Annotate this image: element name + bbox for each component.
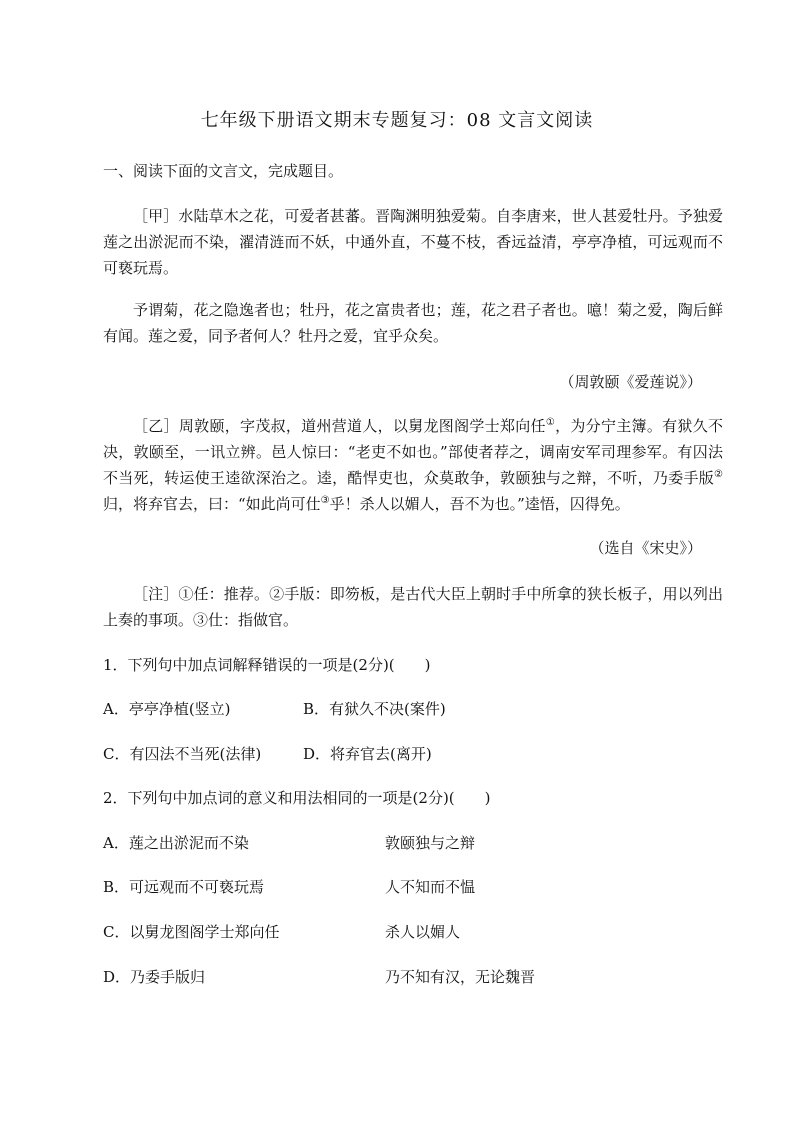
passage-jia-source: （周敦颐《爱莲说》） xyxy=(559,373,702,391)
question-2-stem: 2．下列句中加点词的意义和用法相同的一项是(2分)( ) xyxy=(103,789,491,807)
question-2-option-a-left: A．莲之出淤泥而不染 xyxy=(103,834,249,852)
passage-yi-text-2: ，为分宁主簿。有狱久不决，敦颐至，一讯立辨。邑人惊曰：“老吏不如也。”部使者荐之，调南安军司理参军。有囚法不当死，转运使王逵欲深治之。逵，酷悍吏也，众莫敢争，敦颐独与之辩，不听，乃委手版 xyxy=(103,417,723,487)
footnote-marker-3: ③ xyxy=(320,495,330,506)
section-heading: 一、阅读下面的文言文，完成题目。 xyxy=(103,162,344,180)
question-2-option-d-left: D．乃委手版归 xyxy=(103,968,206,986)
document-title: 七年级下册语文期末专题复习：08 文言文阅读 xyxy=(200,110,594,131)
footnote-marker-1: ① xyxy=(545,417,556,428)
passage-yi-text-3: 归，将弃官去，曰：“如此尚可仕 xyxy=(103,495,321,513)
question-2-option-c-left: C．以舅龙图阁学士郑向任 xyxy=(103,923,280,941)
question-1-option-d: D．将弃官去(离开) xyxy=(303,745,432,763)
question-1-stem: 1．下列句中加点词解释错误的一项是(2分)( ) xyxy=(103,656,431,674)
question-2-option-d-right: 乃不知有汉，无论魏晋 xyxy=(385,968,536,986)
question-2-option-a-right: 敦颐独与之辩 xyxy=(385,834,476,852)
question-1-option-b: B．有狱久不决(案件) xyxy=(303,700,446,718)
question-2-option-b-left: B．可远观而不可亵玩焉 xyxy=(103,878,265,896)
footnote-marker-2: ② xyxy=(714,469,723,480)
passage-yi-text-4: 乎！杀人以媚人，吾不为也。”逵悟，囚得免。 xyxy=(329,495,630,513)
question-2-option-b-right: 人不知而不愠 xyxy=(385,878,476,896)
passage-yi-text-1: ［乙］周敦颐，字茂叔，道州营道人，以舅龙图阁学士郑向任 xyxy=(133,417,546,435)
question-1-option-a: A．亭亭净植(竖立) xyxy=(103,700,231,718)
passage-jia-paragraph-1: ［甲］水陆草木之花，可爱者甚蕃。晋陶渊明独爱菊。自李唐来，世人甚爱牡丹。予独爱莲之出淤泥而不染，濯清涟而不妖，中通外直，不蔓不枝，香远益清，亭亭净植，可远观而不可亵玩焉。 xyxy=(103,207,723,277)
passage-jia-paragraph-2: 予谓菊，花之隐逸者也；牡丹，花之富贵者也；莲，花之君子者也。噫！菊之爱，陶后鲜有闻。莲之爱，同予者何人？牡丹之爱，宜乎众矣。 xyxy=(103,301,723,345)
annotation-note: ［注］①任：推荐。②手版：即笏板，是古代大臣上朝时手中所拿的狭长板子，用以列出上奏的事项。③仕：指做官。 xyxy=(103,585,723,629)
question-1-option-c: C．有囚法不当死(法律) xyxy=(103,745,262,763)
passage-yi-paragraph xyxy=(103,413,723,517)
question-2-option-c-right: 杀人以媚人 xyxy=(385,923,461,941)
passage-yi-source: （选自《宋史》） xyxy=(589,539,702,557)
